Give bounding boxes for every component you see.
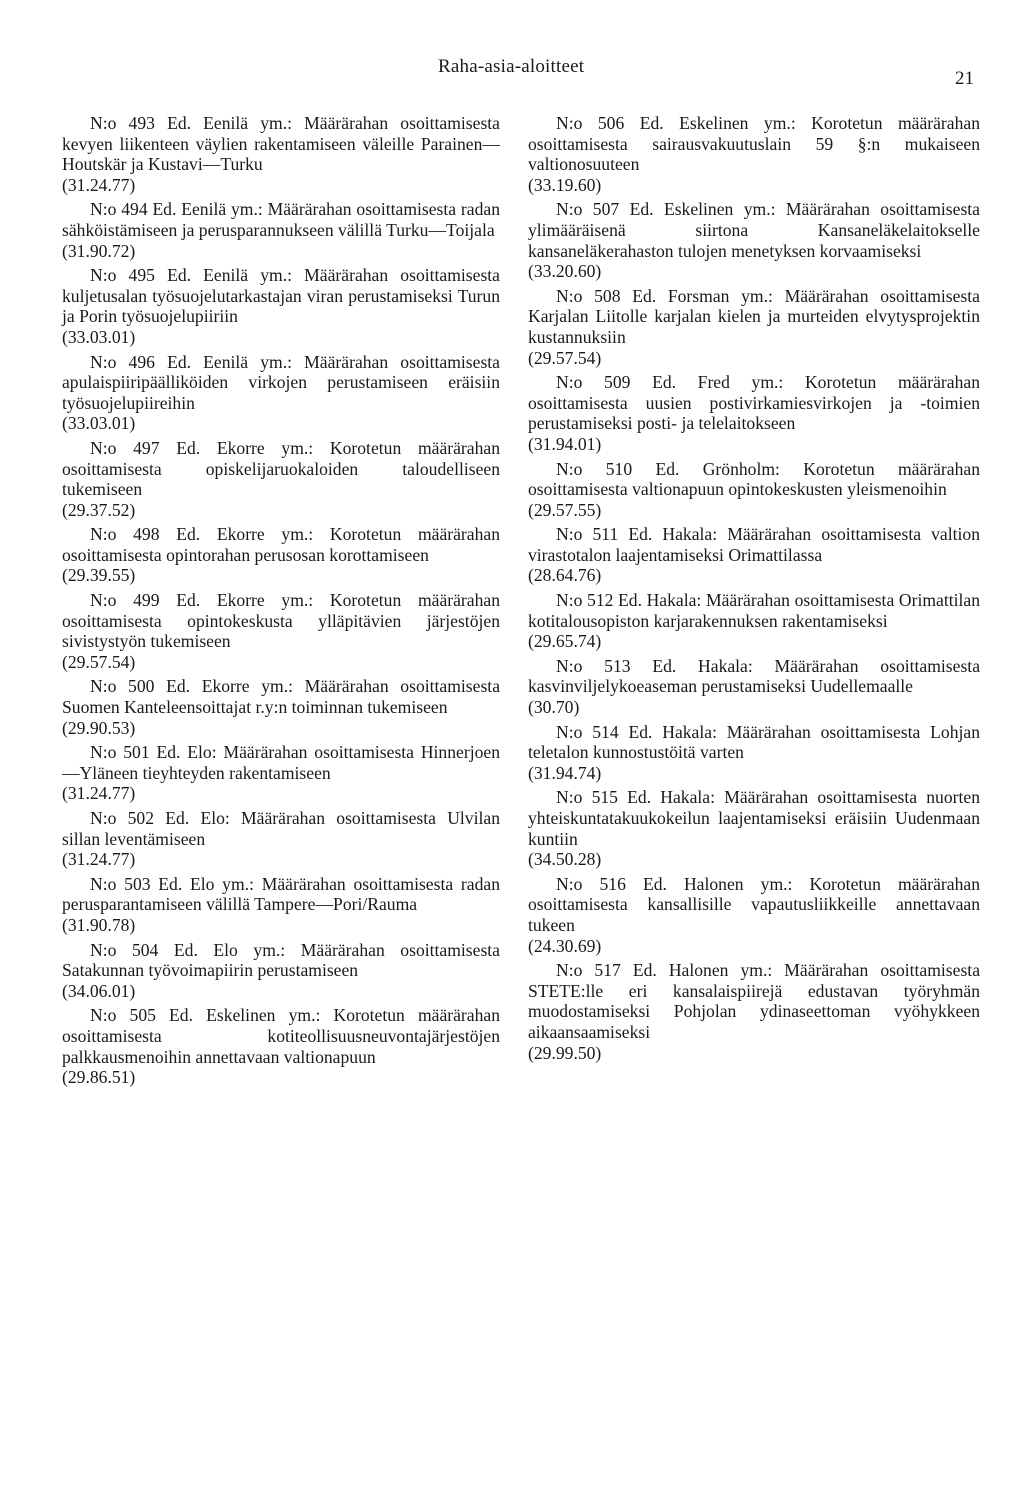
list-item xyxy=(528,787,980,869)
entry-code: (33.03.01) xyxy=(62,326,136,347)
list-item xyxy=(528,199,980,281)
list-item xyxy=(62,940,500,1002)
list-item xyxy=(62,590,500,672)
list-item xyxy=(62,742,500,804)
list-item xyxy=(528,459,980,521)
entry-text: N:o 496 Ed. Eenilä ym.: Määrärahan osoittamisesta apulaispiiripäälliköiden virkojen perustamiseen eräisiin työsuojelupiireihin xyxy=(62,351,500,413)
entry-text: N:o 504 Ed. Elo ym.: Määrärahan osoittamisesta Satakunnan työvoimapiirin perustamiseen xyxy=(62,939,500,981)
list-item xyxy=(62,524,500,586)
entry-code: (30.70) xyxy=(528,697,580,718)
entry-text: N:o 517 Ed. Halonen ym.: Määrärahan osoittamisesta STETE:lle eri kansalaispiirejä edustavan työryhmän muodostamiseksi Pohjolan ydinaseettoman vyöhykkeen aikaansaamiseksi xyxy=(528,960,980,1042)
list-item xyxy=(62,352,500,434)
entry-text: N:o 495 Ed. Eenilä ym.: Määrärahan osoittamisesta kuljetusalan työsuojelutarkastajan viran perustamiseksi Turun ja Porin työsuojelupiiriin xyxy=(62,265,500,327)
entry-text: N:o 498 Ed. Ekorre ym.: Korotetun määrärahan osoittamisesta opintorahan perusosan korottamiseen xyxy=(62,524,500,565)
list-item xyxy=(528,960,980,1063)
list-item xyxy=(528,722,980,784)
list-item xyxy=(528,590,980,652)
entry-text: N:o 497 Ed. Ekorre ym.: Korotetun määrärahan osoittamisesta opiskelijaruokaloiden taloudelliseen tukemiseen xyxy=(62,437,500,500)
entry-text: N:o 494 Ed. Eenilä ym.: Määrärahan osoittamisesta radan sähköistämiseen ja perusparannukseen välillä Turku—Toijala xyxy=(62,199,500,240)
entry-code: (29.86.51) xyxy=(62,1067,136,1088)
entry-text: N:o 505 Ed. Eskelinen ym.: Korotetun määrärahan osoittamisesta kotiteollisuusneuvontajärjestöjen palkkausmenoihin annettavaan valtionapuun xyxy=(62,1005,500,1067)
list-item xyxy=(528,656,980,718)
entry-code: (31.24.77) xyxy=(62,849,136,870)
entry-code: (34.50.28) xyxy=(528,849,602,870)
entry-code: (31.90.78) xyxy=(62,914,136,935)
entry-text: N:o 516 Ed. Halonen ym.: Korotetun määrärahan osoittamisesta kansallisille vapautusliikkeille annettavaan tukeen xyxy=(528,873,980,935)
list-item xyxy=(528,286,980,368)
list-item xyxy=(528,874,980,956)
entry-text: N:o 508 Ed. Forsman ym.: Määrärahan osoittamisesta Karjalan Liitolle karjalan kielen ja murteiden elvytysprojektin kustannuksiin xyxy=(528,285,980,347)
entry-code: (33.19.60) xyxy=(528,174,602,195)
entry-code: (29.37.52) xyxy=(62,499,136,520)
entry-code: (29.57.54) xyxy=(62,651,136,672)
list-item xyxy=(528,113,980,195)
entry-text: N:o 509 Ed. Fred ym.: Korotetun määrärahan osoittamisesta uusien postivirkamiesvirkojen ja -toimien perustamiseksi posti- ja telelaitokseen xyxy=(528,372,980,434)
page-number: 21 xyxy=(955,68,974,89)
list-item xyxy=(62,874,500,936)
entry-code: (31.94.74) xyxy=(528,762,602,783)
entry-text: N:o 499 Ed. Ekorre ym.: Korotetun määrärahan osoittamisesta opintokeskusta ylläpitävien järjestöjen sivistystyön tukemiseen xyxy=(62,590,500,652)
entry-code: (29.57.54) xyxy=(528,347,602,368)
entry-text: N:o 513 Ed. Hakala: Määrärahan osoittamisesta kasvinviljelykoeaseman perustamiseksi Uudellemaalle xyxy=(528,655,980,697)
list-item xyxy=(528,372,980,454)
entry-text: N:o 500 Ed. Ekorre ym.: Määrärahan osoittamisesta Suomen Kanteleensoittajat r.y:n toiminnan tukemiseen xyxy=(62,676,500,718)
entry-code: (29.39.55) xyxy=(62,565,136,586)
entry-code: (31.24.77) xyxy=(62,174,136,195)
list-item xyxy=(62,438,500,520)
list-item xyxy=(62,676,500,738)
entry-code: (34.06.01) xyxy=(62,980,136,1001)
entry-code: (31.90.72) xyxy=(62,240,136,261)
entry-code: (29.99.50) xyxy=(528,1042,602,1063)
entry-text: N:o 503 Ed. Elo ym.: Määrärahan osoittamisesta radan perusparantamiseen välillä Tampere—Pori/Rauma xyxy=(62,873,500,915)
entry-code: (31.24.77) xyxy=(62,783,136,804)
entry-code: (31.94.01) xyxy=(528,433,602,454)
entry-code: (33.03.01) xyxy=(62,413,136,434)
list-item xyxy=(62,265,500,347)
entry-text: N:o 501 Ed. Elo: Määrärahan osoittamisesta Hinnerjoen—Yläneen tieyhteyden rakentamiseen xyxy=(62,742,500,783)
entry-code: (29.57.55) xyxy=(528,499,602,520)
entry-text: N:o 511 Ed. Hakala: Määrärahan osoittamisesta valtion virastotalon laajentamiseksi Orimattilassa xyxy=(528,524,980,565)
entry-text: N:o 506 Ed. Eskelinen ym.: Korotetun määrärahan osoittamisesta sairausvakuutuslain 59 §:n mukaiseen valtionosuuteen xyxy=(528,113,980,175)
entry-code: (29.90.53) xyxy=(62,717,136,738)
entry-text: N:o 515 Ed. Hakala: Määrärahan osoittamisesta nuorten yhteiskuntatakuukokeilun laajentamiseksi eräisiin Uudenmaan kuntiin xyxy=(528,787,980,849)
entry-text: N:o 493 Ed. Eenilä ym.: Määrärahan osoittamisesta kevyen liikenteen väylien rakentamiseen väleille Parainen—Houtskär ja Kustavi—Turku xyxy=(62,113,500,175)
entry-text: N:o 512 Ed. Hakala: Määrärahan osoittamisesta Orimattilan kotitalousopiston karjarakennuksen rakentamiseksi xyxy=(528,590,980,631)
entry-code: (24.30.69) xyxy=(528,935,602,956)
entry-text: N:o 510 Ed. Grönholm: Korotetun määrärahan osoittamisesta valtionapuun opintokeskusten yleismenoihin xyxy=(528,458,980,500)
list-item xyxy=(528,524,980,586)
entry-text: N:o 514 Ed. Hakala: Määrärahan osoittamisesta Lohjan teletalon kunnostustöitä varten xyxy=(528,721,980,763)
list-item xyxy=(62,808,500,870)
entry-code: (33.20.60) xyxy=(528,261,602,282)
entry-text: N:o 502 Ed. Elo: Määrärahan osoittamisesta Ulvilan sillan leventämiseen xyxy=(62,808,500,849)
running-head: Raha-asia-aloitteet xyxy=(438,56,585,77)
left-column xyxy=(62,113,500,1092)
entry-code: (28.64.76) xyxy=(528,565,602,586)
list-item xyxy=(62,1005,500,1087)
right-column xyxy=(528,113,980,1067)
entry-code: (29.65.74) xyxy=(528,631,602,652)
entry-text: N:o 507 Ed. Eskelinen ym.: Määrärahan osoittamisesta ylimääräisenä siirtona Kansaneläkelaitokselle kansaneläkerahaston tulojen menetyksen korvaamiseksi xyxy=(528,199,980,261)
list-item xyxy=(62,113,500,195)
list-item xyxy=(62,199,500,261)
